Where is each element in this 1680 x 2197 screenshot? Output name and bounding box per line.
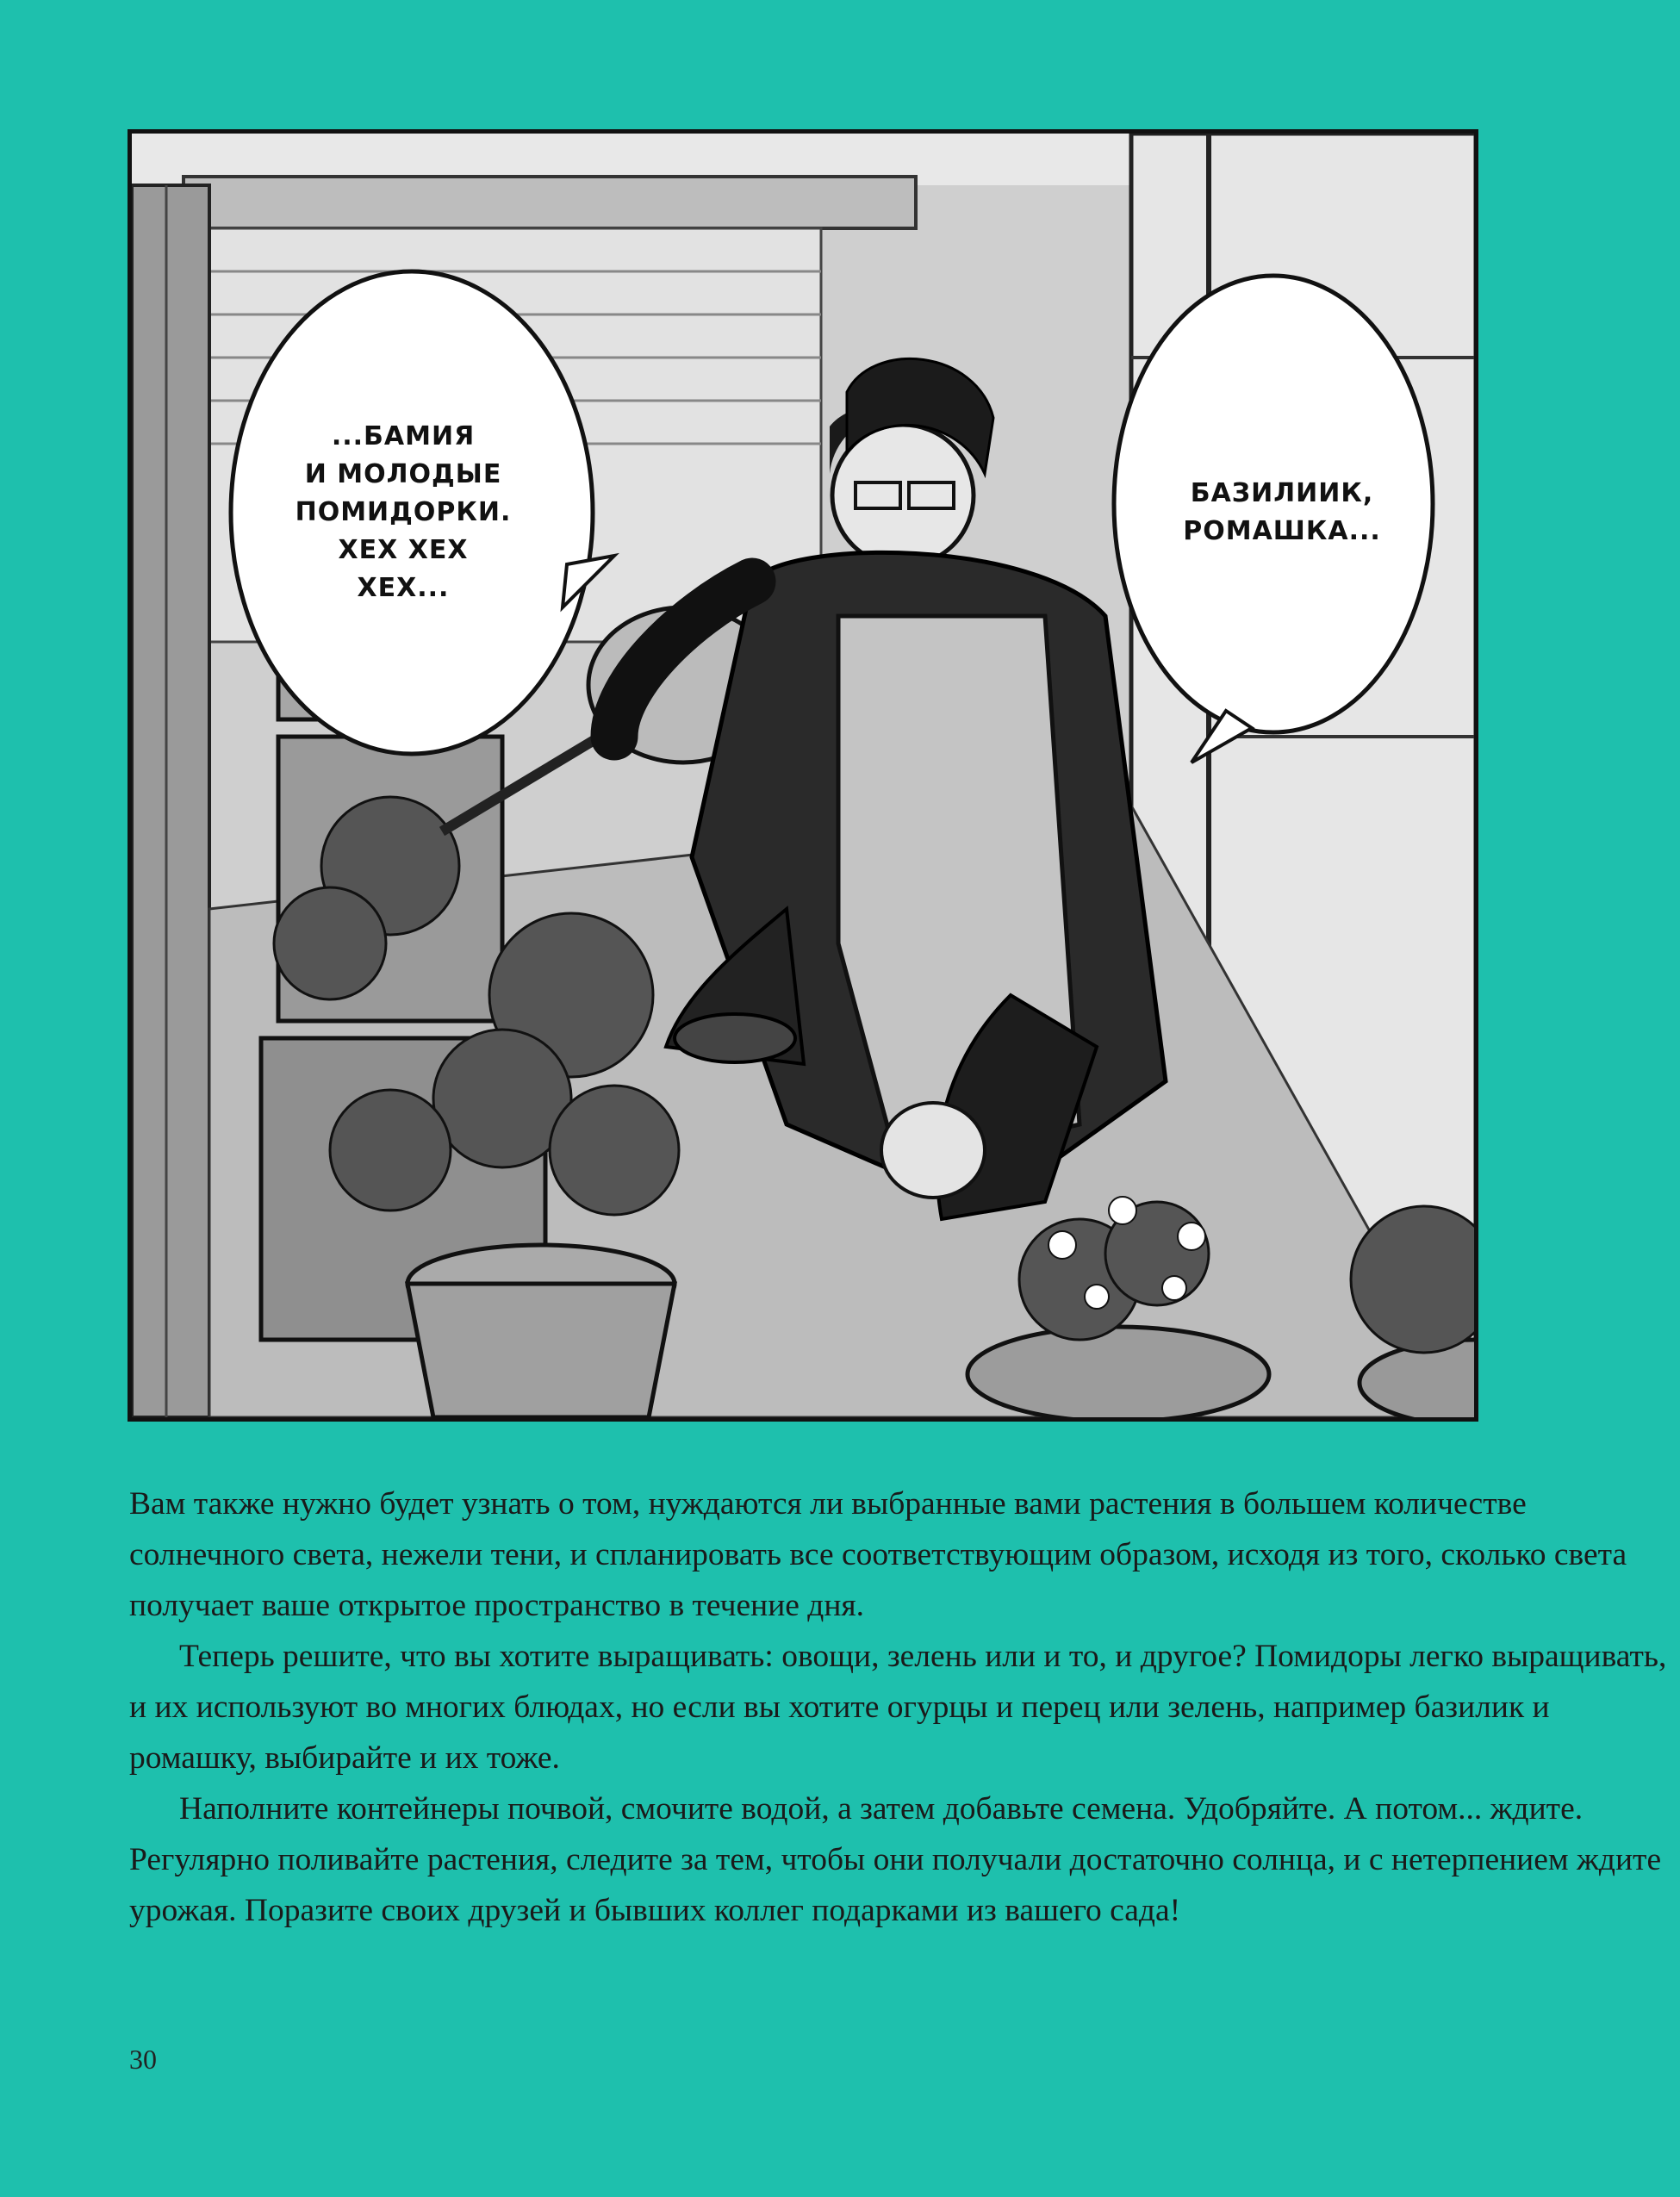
body-text bbox=[129, 1478, 1671, 1936]
paragraph-3: Наполните контейнеры почвой, смочите водой, а затем добавьте семена. Удобряйте. А потом... ждите. Регулярно поливайте растения, следите за тем, чтобы они получали достаточно солнца, и с нетерпением ждите урожая. Поразите своих друзей и бывших коллег подарками из вашего сада! bbox=[129, 1791, 1662, 1928]
paragraph-1: Вам также нужно будет узнать о том, нуждаются ли выбранные вами растения в большем количестве солнечного света, нежели тени, и спланировать все соответствующим образом, исходя из того, сколько света получает ваше открытое пространство в течение дня. bbox=[129, 1486, 1627, 1623]
speech-bubble-left: ...БАМИЯ И МОЛОДЫЕ ПОМИДОРКИ. ХЕХ ХЕХ ХЕХ... bbox=[295, 421, 512, 603]
page-number: 30 bbox=[129, 2044, 157, 2075]
paragraph-2: Теперь решите, что вы хотите выращивать: овощи, зелень или и то, и другое? Помидоры легко выращивать, и их используют во многих блюдах, но если вы хотите огурцы и перец или зелень, например базилик и ромашку, выбирайте и их тоже. bbox=[129, 1639, 1667, 1776]
manga-panel bbox=[128, 129, 1478, 1422]
speech-bubble-right: БАЗИЛИИК, РОМАШКА... bbox=[1183, 478, 1381, 546]
